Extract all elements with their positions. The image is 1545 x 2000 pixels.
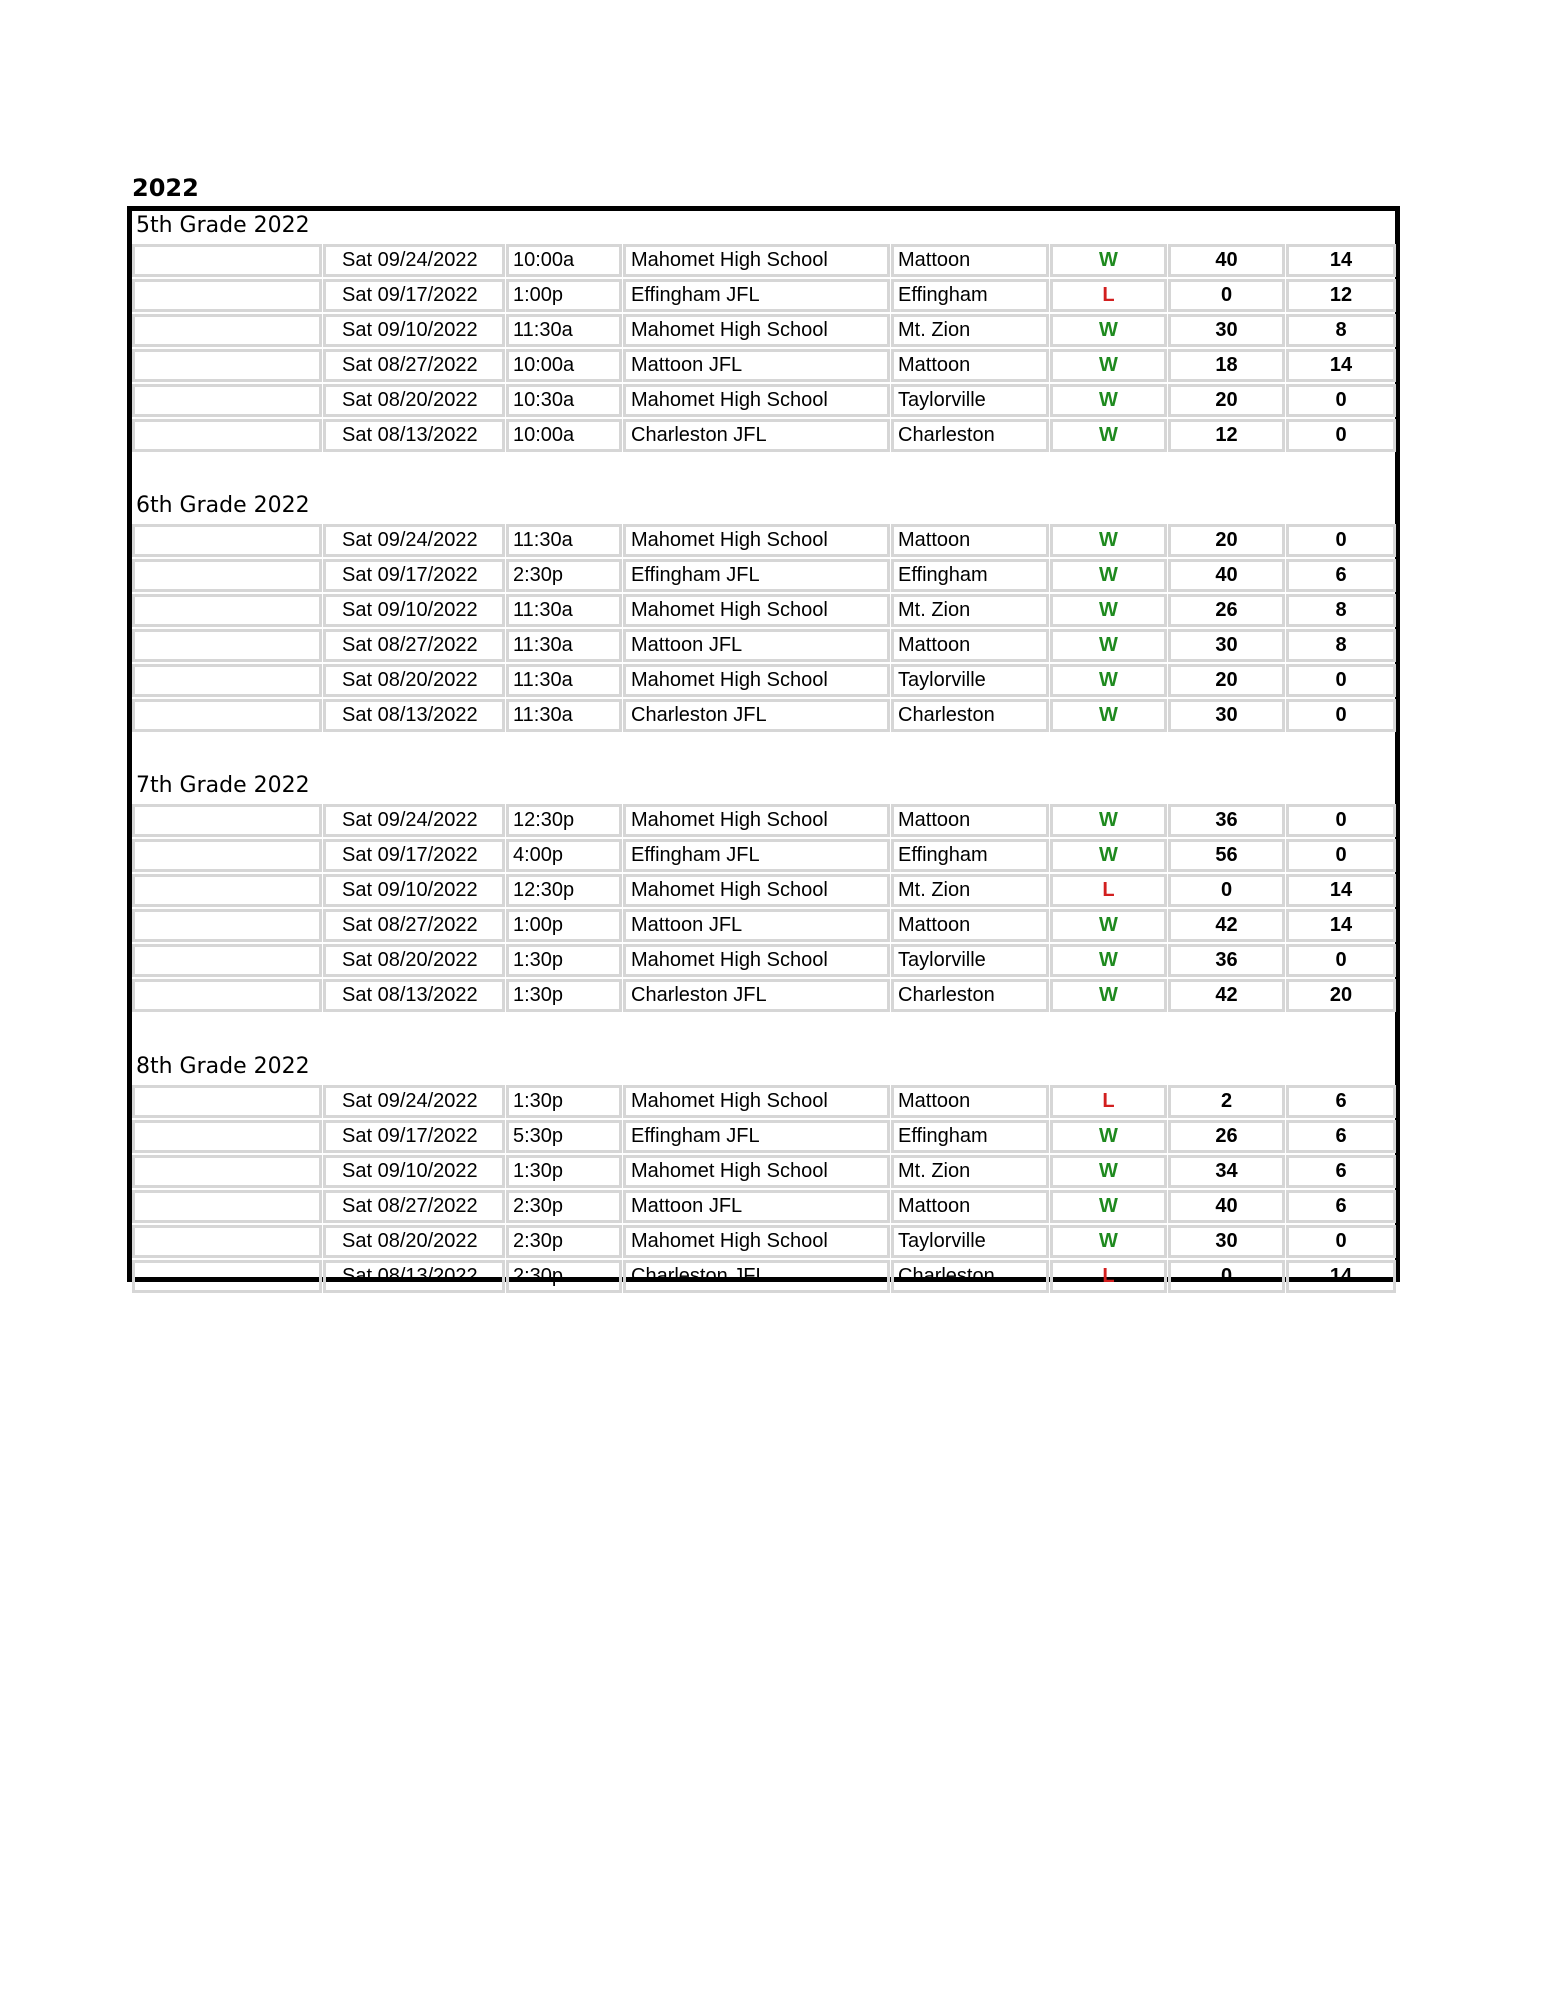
blank-cell [132, 629, 322, 662]
blank-cell [132, 559, 322, 592]
blank-cell [132, 664, 322, 697]
game-date: Sat 08/27/2022 [323, 629, 505, 662]
game-result: W [1050, 979, 1167, 1012]
table-row [132, 594, 1395, 629]
score-for: 12 [1168, 419, 1285, 452]
game-site: Mahomet High School [623, 944, 890, 977]
score-for: 42 [1168, 909, 1285, 942]
blank-cell [132, 1225, 322, 1258]
table-row [132, 1190, 1395, 1225]
game-rows [132, 524, 1395, 734]
game-site: Mattoon JFL [623, 349, 890, 382]
game-time: 5:30p [506, 1120, 622, 1153]
game-rows [132, 244, 1395, 454]
blank-cell [132, 349, 322, 382]
table-row [132, 1260, 1395, 1295]
opponent-name: Mattoon [891, 804, 1049, 837]
game-time: 1:30p [506, 944, 622, 977]
score-against: 0 [1286, 524, 1396, 557]
table-row [132, 349, 1395, 384]
score-for: 30 [1168, 1225, 1285, 1258]
game-date: Sat 08/20/2022 [323, 944, 505, 977]
opponent-name: Effingham [891, 839, 1049, 872]
game-result: W [1050, 1190, 1167, 1223]
blank-cell [132, 804, 322, 837]
table-row [132, 384, 1395, 419]
game-result: W [1050, 664, 1167, 697]
game-result: W [1050, 384, 1167, 417]
section-title: 8th Grade 2022 [136, 1054, 310, 1079]
game-date: Sat 09/10/2022 [323, 1155, 505, 1188]
blank-cell [132, 699, 322, 732]
game-time: 11:30a [506, 594, 622, 627]
score-against: 6 [1286, 1155, 1396, 1188]
score-against: 0 [1286, 384, 1396, 417]
blank-cell [132, 1155, 322, 1188]
score-against: 0 [1286, 664, 1396, 697]
game-result: W [1050, 1155, 1167, 1188]
game-rows [132, 1085, 1395, 1295]
score-for: 40 [1168, 559, 1285, 592]
score-for: 20 [1168, 664, 1285, 697]
table-row [132, 839, 1395, 874]
blank-cell [132, 419, 322, 452]
score-for: 26 [1168, 594, 1285, 627]
score-against: 6 [1286, 1085, 1396, 1118]
game-time: 4:00p [506, 839, 622, 872]
table-row [132, 244, 1395, 279]
blank-cell [132, 594, 322, 627]
schedule-table [127, 206, 1400, 1287]
game-site: Mahomet High School [623, 804, 890, 837]
game-result: W [1050, 349, 1167, 382]
score-against: 12 [1286, 279, 1396, 312]
game-result: W [1050, 944, 1167, 977]
table-row [132, 419, 1395, 454]
game-time: 2:30p [506, 559, 622, 592]
game-date: Sat 09/10/2022 [323, 874, 505, 907]
score-for: 0 [1168, 279, 1285, 312]
game-result: W [1050, 629, 1167, 662]
game-time: 2:30p [506, 1190, 622, 1223]
game-date: Sat 08/27/2022 [323, 909, 505, 942]
opponent-name: Mattoon [891, 1085, 1049, 1118]
opponent-name: Mt. Zion [891, 314, 1049, 347]
opponent-name: Taylorville [891, 944, 1049, 977]
table-row [132, 804, 1395, 839]
blank-cell [132, 944, 322, 977]
score-for: 56 [1168, 839, 1285, 872]
game-site: Mahomet High School [623, 1155, 890, 1188]
game-time: 1:30p [506, 1155, 622, 1188]
game-date: Sat 08/20/2022 [323, 664, 505, 697]
game-date: Sat 08/13/2022 [323, 1260, 505, 1293]
score-against: 14 [1286, 349, 1396, 382]
opponent-name: Mattoon [891, 909, 1049, 942]
score-against: 0 [1286, 419, 1396, 452]
score-against: 8 [1286, 629, 1396, 662]
game-site: Mahomet High School [623, 314, 890, 347]
table-row [132, 629, 1395, 664]
game-rows [132, 804, 1395, 1014]
game-site: Charleston JFL [623, 419, 890, 452]
game-time: 11:30a [506, 314, 622, 347]
game-site: Charleston JFL [623, 699, 890, 732]
score-for: 20 [1168, 384, 1285, 417]
game-result: W [1050, 804, 1167, 837]
table-row [132, 279, 1395, 314]
game-time: 1:30p [506, 979, 622, 1012]
blank-cell [132, 839, 322, 872]
section-title: 5th Grade 2022 [136, 213, 310, 238]
blank-cell [132, 1085, 322, 1118]
game-site: Effingham JFL [623, 279, 890, 312]
game-time: 12:30p [506, 804, 622, 837]
game-date: Sat 09/24/2022 [323, 1085, 505, 1118]
game-result: L [1050, 1260, 1167, 1293]
game-site: Mattoon JFL [623, 1190, 890, 1223]
table-row [132, 1085, 1395, 1120]
score-against: 0 [1286, 839, 1396, 872]
table-row [132, 559, 1395, 594]
game-date: Sat 08/20/2022 [323, 1225, 505, 1258]
table-row [132, 699, 1395, 734]
game-site: Mahomet High School [623, 384, 890, 417]
score-for: 30 [1168, 629, 1285, 662]
opponent-name: Effingham [891, 1120, 1049, 1153]
game-time: 11:30a [506, 699, 622, 732]
score-against: 6 [1286, 1190, 1396, 1223]
page-title: 2022 [132, 174, 199, 202]
game-time: 1:30p [506, 1085, 622, 1118]
game-time: 11:30a [506, 664, 622, 697]
opponent-name: Mattoon [891, 1190, 1049, 1223]
score-against: 0 [1286, 944, 1396, 977]
game-site: Effingham JFL [623, 1120, 890, 1153]
game-result: W [1050, 1225, 1167, 1258]
score-for: 42 [1168, 979, 1285, 1012]
score-against: 8 [1286, 314, 1396, 347]
game-site: Mahomet High School [623, 1085, 890, 1118]
game-date: Sat 09/10/2022 [323, 314, 505, 347]
opponent-name: Charleston [891, 699, 1049, 732]
game-result: L [1050, 279, 1167, 312]
opponent-name: Effingham [891, 279, 1049, 312]
blank-cell [132, 1120, 322, 1153]
opponent-name: Mattoon [891, 629, 1049, 662]
game-site: Charleston JFL [623, 1260, 890, 1293]
blank-cell [132, 1190, 322, 1223]
game-site: Mahomet High School [623, 1225, 890, 1258]
score-against: 6 [1286, 559, 1396, 592]
game-time: 12:30p [506, 874, 622, 907]
score-for: 26 [1168, 1120, 1285, 1153]
game-result: W [1050, 839, 1167, 872]
opponent-name: Taylorville [891, 1225, 1049, 1258]
table-row [132, 874, 1395, 909]
game-time: 1:00p [506, 279, 622, 312]
game-date: Sat 09/24/2022 [323, 524, 505, 557]
table-row [132, 909, 1395, 944]
blank-cell [132, 1260, 322, 1293]
game-time: 2:30p [506, 1225, 622, 1258]
table-row [132, 314, 1395, 349]
blank-cell [132, 979, 322, 1012]
blank-cell [132, 314, 322, 347]
opponent-name: Effingham [891, 559, 1049, 592]
opponent-name: Mattoon [891, 244, 1049, 277]
opponent-name: Mt. Zion [891, 1155, 1049, 1188]
game-date: Sat 08/27/2022 [323, 349, 505, 382]
score-against: 14 [1286, 874, 1396, 907]
game-result: W [1050, 594, 1167, 627]
game-site: Effingham JFL [623, 559, 890, 592]
score-for: 18 [1168, 349, 1285, 382]
section-title: 6th Grade 2022 [136, 493, 310, 518]
opponent-name: Charleston [891, 979, 1049, 1012]
game-date: Sat 09/17/2022 [323, 559, 505, 592]
score-against: 14 [1286, 909, 1396, 942]
game-date: Sat 08/20/2022 [323, 384, 505, 417]
blank-cell [132, 384, 322, 417]
game-result: W [1050, 559, 1167, 592]
game-site: Mahomet High School [623, 874, 890, 907]
game-date: Sat 08/13/2022 [323, 699, 505, 732]
game-time: 11:30a [506, 524, 622, 557]
game-date: Sat 09/17/2022 [323, 1120, 505, 1153]
score-against: 0 [1286, 804, 1396, 837]
game-time: 10:00a [506, 349, 622, 382]
game-date: Sat 09/24/2022 [323, 804, 505, 837]
game-date: Sat 09/10/2022 [323, 594, 505, 627]
score-against: 8 [1286, 594, 1396, 627]
opponent-name: Taylorville [891, 664, 1049, 697]
game-result: W [1050, 909, 1167, 942]
game-result: W [1050, 1120, 1167, 1153]
table-row [132, 524, 1395, 559]
table-row [132, 1120, 1395, 1155]
opponent-name: Mt. Zion [891, 874, 1049, 907]
game-time: 1:00p [506, 909, 622, 942]
game-date: Sat 08/13/2022 [323, 419, 505, 452]
game-site: Mattoon JFL [623, 909, 890, 942]
opponent-name: Charleston [891, 1260, 1049, 1293]
game-result: W [1050, 244, 1167, 277]
game-time: 2:30p [506, 1260, 622, 1293]
score-for: 36 [1168, 804, 1285, 837]
score-for: 0 [1168, 1260, 1285, 1293]
score-for: 40 [1168, 244, 1285, 277]
score-for: 40 [1168, 1190, 1285, 1223]
opponent-name: Mattoon [891, 349, 1049, 382]
section-title: 7th Grade 2022 [136, 773, 310, 798]
game-site: Mattoon JFL [623, 629, 890, 662]
game-time: 10:30a [506, 384, 622, 417]
score-for: 2 [1168, 1085, 1285, 1118]
score-for: 30 [1168, 699, 1285, 732]
game-site: Charleston JFL [623, 979, 890, 1012]
table-row [132, 1225, 1395, 1260]
game-date: Sat 09/17/2022 [323, 839, 505, 872]
game-site: Mahomet High School [623, 664, 890, 697]
score-against: 14 [1286, 244, 1396, 277]
score-against: 14 [1286, 1260, 1396, 1293]
game-result: W [1050, 419, 1167, 452]
game-result: L [1050, 1085, 1167, 1118]
table-row [132, 664, 1395, 699]
game-result: W [1050, 524, 1167, 557]
table-row [132, 979, 1395, 1014]
game-site: Mahomet High School [623, 244, 890, 277]
table-row [132, 1155, 1395, 1190]
game-date: Sat 09/24/2022 [323, 244, 505, 277]
game-date: Sat 08/13/2022 [323, 979, 505, 1012]
blank-cell [132, 909, 322, 942]
blank-cell [132, 524, 322, 557]
score-for: 0 [1168, 874, 1285, 907]
opponent-name: Charleston [891, 419, 1049, 452]
opponent-name: Taylorville [891, 384, 1049, 417]
score-for: 34 [1168, 1155, 1285, 1188]
game-site: Mahomet High School [623, 524, 890, 557]
game-time: 11:30a [506, 629, 622, 662]
game-time: 10:00a [506, 244, 622, 277]
score-against: 0 [1286, 1225, 1396, 1258]
game-site: Effingham JFL [623, 839, 890, 872]
table-row [132, 944, 1395, 979]
score-for: 36 [1168, 944, 1285, 977]
opponent-name: Mt. Zion [891, 594, 1049, 627]
blank-cell [132, 279, 322, 312]
score-for: 20 [1168, 524, 1285, 557]
game-time: 10:00a [506, 419, 622, 452]
score-against: 0 [1286, 699, 1396, 732]
game-date: Sat 09/17/2022 [323, 279, 505, 312]
game-result: W [1050, 699, 1167, 732]
game-result: L [1050, 874, 1167, 907]
blank-cell [132, 244, 322, 277]
score-against: 20 [1286, 979, 1396, 1012]
blank-cell [132, 874, 322, 907]
game-result: W [1050, 314, 1167, 347]
score-against: 6 [1286, 1120, 1396, 1153]
opponent-name: Mattoon [891, 524, 1049, 557]
score-for: 30 [1168, 314, 1285, 347]
game-date: Sat 08/27/2022 [323, 1190, 505, 1223]
game-site: Mahomet High School [623, 594, 890, 627]
